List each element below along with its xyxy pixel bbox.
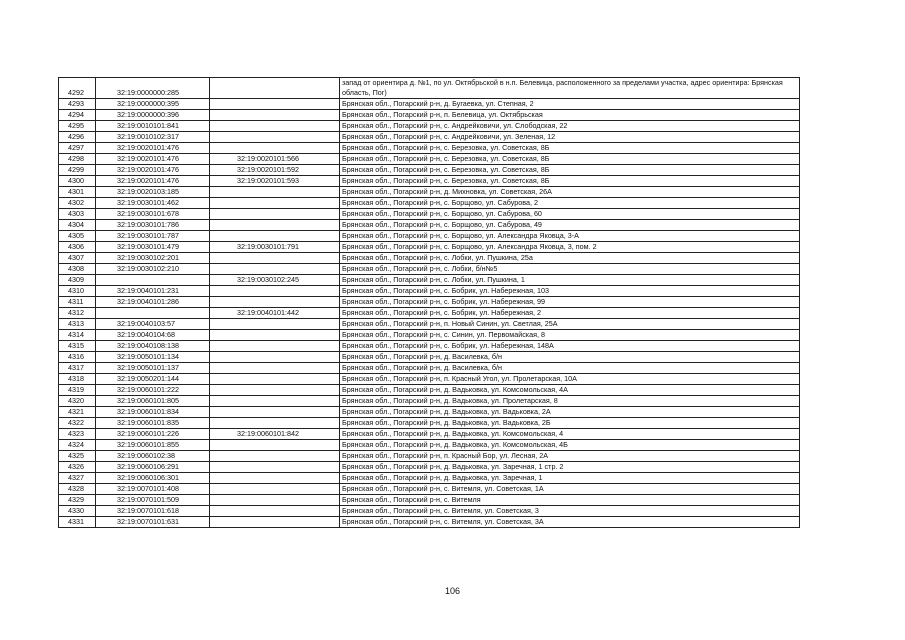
- table-row: [59, 143, 800, 154]
- row-number-cell: 4295: [59, 121, 96, 132]
- row-number-cell: 4301: [59, 187, 96, 198]
- row-number-cell: 4331: [59, 517, 96, 528]
- table-row: [59, 154, 800, 165]
- cadastral-number-cell: 32:19:0060101:805: [96, 396, 210, 407]
- address-cell: Брянская обл., Погарский р-н, д. Вадьковка, ул. Комсомольская, 4: [340, 429, 800, 440]
- table-row: [59, 286, 800, 297]
- object-cadastral-number-cell: [210, 253, 340, 264]
- row-number-cell: 4325: [59, 451, 96, 462]
- object-cadastral-number-cell: [210, 99, 340, 110]
- address-cell: Брянская обл., Погарский р-н, д. Вадьковка, ул. Заречная, 1: [340, 473, 800, 484]
- address-cell: Брянская обл., Погарский р-н, д. Вадьковка, ул. Заречная, 1 стр. 2: [340, 462, 800, 473]
- table-row: [59, 330, 800, 341]
- object-cadastral-number-cell: [210, 407, 340, 418]
- address-cell: Брянская обл., Погарский р-н, с. Бобрик, ул. Набережная, 99: [340, 297, 800, 308]
- row-number-cell: 4297: [59, 143, 96, 154]
- row-number-cell: 4328: [59, 484, 96, 495]
- table-row: [59, 319, 800, 330]
- address-cell: Брянская обл., Погарский р-н, с. Борщово, ул. Сабурова, 49: [340, 220, 800, 231]
- address-cell: Брянская обл., Погарский р-н, с. Витемля, ул. Советская, 3: [340, 506, 800, 517]
- row-number-cell: 4292: [59, 78, 96, 99]
- cadastral-number-cell: 32:19:0070101:631: [96, 517, 210, 528]
- row-number-cell: 4312: [59, 308, 96, 319]
- row-number-cell: 4307: [59, 253, 96, 264]
- object-cadastral-number-cell: [210, 78, 340, 99]
- table-row: [59, 220, 800, 231]
- table-row: [59, 308, 800, 319]
- object-cadastral-number-cell: [210, 209, 340, 220]
- object-cadastral-number-cell: [210, 121, 340, 132]
- address-cell: Брянская обл., Погарский р-н, с. Синин, ул. Первомайская, 8: [340, 330, 800, 341]
- cadastral-number-cell: 32:19:0040101:286: [96, 297, 210, 308]
- address-cell: Брянская обл., Погарский р-н, д. Бугаевка, ул. Степная, 2: [340, 99, 800, 110]
- object-cadastral-number-cell: 32:19:0030101:791: [210, 242, 340, 253]
- cadastral-number-cell: 32:19:0040104:68: [96, 330, 210, 341]
- cadastral-number-cell: 32:19:0050201:144: [96, 374, 210, 385]
- cadastral-number-cell: 32:19:0020103:185: [96, 187, 210, 198]
- table-row: [59, 242, 800, 253]
- table-row: [59, 462, 800, 473]
- object-cadastral-number-cell: [210, 517, 340, 528]
- address-cell: Брянская обл., Погарский р-н, с. Лобки, ул. Пушкина, 25а: [340, 253, 800, 264]
- object-cadastral-number-cell: 32:19:0020101:593: [210, 176, 340, 187]
- table-row: [59, 231, 800, 242]
- address-cell: Брянская обл., Погарский р-н, с. Березовка, ул. Советская, 8Б: [340, 143, 800, 154]
- address-cell: Брянская обл., Погарский р-н, с. Березовка, ул. Советская, 8Б: [340, 176, 800, 187]
- table-row: [59, 484, 800, 495]
- cadastral-number-cell: 32:19:0060106:301: [96, 473, 210, 484]
- table-row: [59, 187, 800, 198]
- table-row: [59, 121, 800, 132]
- row-number-cell: 4321: [59, 407, 96, 418]
- table-row: [59, 517, 800, 528]
- object-cadastral-number-cell: 32:19:0020101:566: [210, 154, 340, 165]
- address-cell: Брянская обл., Погарский р-н, д. Василевка, б/н: [340, 352, 800, 363]
- row-number-cell: 4330: [59, 506, 96, 517]
- address-cell: Брянская обл., Погарский р-н, д. Вадьковка, ул. Вадьковка, 2Б: [340, 418, 800, 429]
- table-row: [59, 440, 800, 451]
- cadastral-number-cell: 32:19:0030101:462: [96, 198, 210, 209]
- cadastral-number-cell: 32:19:0060101:222: [96, 385, 210, 396]
- row-number-cell: 4311: [59, 297, 96, 308]
- address-cell: Брянская обл., Погарский р-н, с. Борщово, ул. Сабурова, 2: [340, 198, 800, 209]
- row-number-cell: 4304: [59, 220, 96, 231]
- row-number-cell: 4303: [59, 209, 96, 220]
- address-cell: Брянская обл., Погарский р-н, с. Борщово, ул. Сабурова, 60: [340, 209, 800, 220]
- object-cadastral-number-cell: [210, 319, 340, 330]
- address-cell: Брянская обл., Погарский р-н, с. Бобрик, ул. Набережная, 103: [340, 286, 800, 297]
- cadastral-number-cell: 32:19:0000000:396: [96, 110, 210, 121]
- row-number-cell: 4317: [59, 363, 96, 374]
- page-number: 106: [444, 586, 461, 596]
- row-number-cell: 4320: [59, 396, 96, 407]
- cadastral-number-cell: 32:19:0060101:835: [96, 418, 210, 429]
- table-row: [59, 506, 800, 517]
- address-cell: Брянская обл., Погарский р-н, д. Михновка, ул. Советская, 26А: [340, 187, 800, 198]
- row-number-cell: 4302: [59, 198, 96, 209]
- cadastral-number-cell: 32:19:0000000:285: [96, 78, 210, 99]
- cadastral-number-cell: 32:19:0060101:226: [96, 429, 210, 440]
- row-number-cell: 4294: [59, 110, 96, 121]
- row-number-cell: 4314: [59, 330, 96, 341]
- row-number-cell: 4323: [59, 429, 96, 440]
- registry-table: [58, 77, 800, 528]
- row-number-cell: 4299: [59, 165, 96, 176]
- table-row: [59, 473, 800, 484]
- row-number-cell: 4305: [59, 231, 96, 242]
- object-cadastral-number-cell: [210, 110, 340, 121]
- row-number-cell: 4308: [59, 264, 96, 275]
- row-number-cell: 4329: [59, 495, 96, 506]
- row-number-cell: 4322: [59, 418, 96, 429]
- row-number-cell: 4310: [59, 286, 96, 297]
- address-cell: Брянская обл., Погарский р-н, п. Красный Бор, ул. Лесная, 2А: [340, 451, 800, 462]
- address-cell: Брянская обл., Погарский р-н, п. Белевица, ул. Октябрьская: [340, 110, 800, 121]
- table-row: [59, 165, 800, 176]
- address-cell: Брянская обл., Погарский р-н, д. Вадьковка, ул. Комсомольская, 4Б: [340, 440, 800, 451]
- row-number-cell: 4293: [59, 99, 96, 110]
- cadastral-number-cell: 32:19:0070101:618: [96, 506, 210, 517]
- address-cell: Брянская обл., Погарский р-н, с. Витемля, ул. Советская, 3А: [340, 517, 800, 528]
- address-cell: Брянская обл., Погарский р-н, с. Витемля: [340, 495, 800, 506]
- row-number-cell: 4324: [59, 440, 96, 451]
- cadastral-number-cell: 32:19:0040108:138: [96, 341, 210, 352]
- table-row: [59, 363, 800, 374]
- row-number-cell: 4296: [59, 132, 96, 143]
- table-row: [59, 176, 800, 187]
- table-row: [59, 99, 800, 110]
- address-cell: Брянская обл., Погарский р-н, с. Андрейковичи, ул. Зеленая, 12: [340, 132, 800, 143]
- registry-table-body: [59, 78, 800, 528]
- cadastral-number-cell: 32:19:0060106:291: [96, 462, 210, 473]
- object-cadastral-number-cell: [210, 418, 340, 429]
- table-row: [59, 451, 800, 462]
- object-cadastral-number-cell: [210, 374, 340, 385]
- address-cell: Брянская обл., Погарский р-н, с. Бобрик, ул. Набережная, 2: [340, 308, 800, 319]
- row-number-cell: 4313: [59, 319, 96, 330]
- address-cell: Брянская обл., Погарский р-н, д. Василевка, б/н: [340, 363, 800, 374]
- cadastral-number-cell: 32:19:0050101:137: [96, 363, 210, 374]
- cadastral-number-cell: 32:19:0030102:201: [96, 253, 210, 264]
- table-row: [59, 209, 800, 220]
- object-cadastral-number-cell: [210, 484, 340, 495]
- row-number-cell: 4300: [59, 176, 96, 187]
- row-number-cell: 4316: [59, 352, 96, 363]
- object-cadastral-number-cell: [210, 132, 340, 143]
- table-row: [59, 297, 800, 308]
- cadastral-number-cell: 32:19:0030101:479: [96, 242, 210, 253]
- address-cell: запад от ориентира д. №1, по ул. Октябрьской в н.п. Белевица, расположенного за пределами участка, адрес ориентира: Брянская область, Пог): [340, 78, 800, 99]
- table-row: [59, 418, 800, 429]
- cadastral-number-cell: 32:19:0000000:395: [96, 99, 210, 110]
- cadastral-number-cell: [96, 275, 210, 286]
- object-cadastral-number-cell: [210, 297, 340, 308]
- object-cadastral-number-cell: 32:19:0030102:245: [210, 275, 340, 286]
- cadastral-number-cell: 32:19:0030101:787: [96, 231, 210, 242]
- row-number-cell: 4298: [59, 154, 96, 165]
- address-cell: Брянская обл., Погарский р-н, с. Лобки, б/н№5: [340, 264, 800, 275]
- object-cadastral-number-cell: [210, 198, 340, 209]
- cadastral-number-cell: [96, 308, 210, 319]
- cadastral-number-cell: 32:19:0020101:476: [96, 176, 210, 187]
- address-cell: Брянская обл., Погарский р-н, д. Вадьковка, ул. Пролетарская, 8: [340, 396, 800, 407]
- cadastral-number-cell: 32:19:0030102:210: [96, 264, 210, 275]
- object-cadastral-number-cell: [210, 396, 340, 407]
- cadastral-number-cell: 32:19:0070101:408: [96, 484, 210, 495]
- table-row: [59, 264, 800, 275]
- object-cadastral-number-cell: 32:19:0020101:592: [210, 165, 340, 176]
- address-cell: Брянская обл., Погарский р-н, п. Новый Синин, ул. Светлая, 25А: [340, 319, 800, 330]
- object-cadastral-number-cell: [210, 385, 340, 396]
- cadastral-number-cell: 32:19:0040103:57: [96, 319, 210, 330]
- address-cell: Брянская обл., Погарский р-н, с. Березовка, ул. Советская, 8Б: [340, 165, 800, 176]
- table-row: [59, 198, 800, 209]
- object-cadastral-number-cell: [210, 143, 340, 154]
- object-cadastral-number-cell: [210, 187, 340, 198]
- table-row: [59, 341, 800, 352]
- cadastral-number-cell: 32:19:0060101:834: [96, 407, 210, 418]
- address-cell: Брянская обл., Погарский р-н, с. Борщово, ул. Александра Яковца, 3, пом. 2: [340, 242, 800, 253]
- address-cell: Брянская обл., Погарский р-н, с. Андрейковичи, ул. Слободская, 22: [340, 121, 800, 132]
- cadastral-number-cell: 32:19:0040101:231: [96, 286, 210, 297]
- object-cadastral-number-cell: [210, 473, 340, 484]
- cadastral-number-cell: 32:19:0060102:38: [96, 451, 210, 462]
- row-number-cell: 4327: [59, 473, 96, 484]
- cadastral-number-cell: 32:19:0060101:855: [96, 440, 210, 451]
- cadastral-number-cell: 32:19:0010102:317: [96, 132, 210, 143]
- table-row: [59, 429, 800, 440]
- object-cadastral-number-cell: [210, 506, 340, 517]
- object-cadastral-number-cell: [210, 220, 340, 231]
- object-cadastral-number-cell: [210, 286, 340, 297]
- object-cadastral-number-cell: [210, 451, 340, 462]
- object-cadastral-number-cell: 32:19:0040101:442: [210, 308, 340, 319]
- cadastral-number-cell: 32:19:0020101:476: [96, 165, 210, 176]
- table-row: [59, 495, 800, 506]
- object-cadastral-number-cell: [210, 352, 340, 363]
- table-row: [59, 132, 800, 143]
- cadastral-number-cell: 32:19:0020101:476: [96, 143, 210, 154]
- table-row: [59, 352, 800, 363]
- address-cell: Брянская обл., Погарский р-н, с. Борщово, ул. Александра Яковца, 3-А: [340, 231, 800, 242]
- row-number-cell: 4306: [59, 242, 96, 253]
- object-cadastral-number-cell: [210, 341, 340, 352]
- address-cell: Брянская обл., Погарский р-н, п. Красный Угол, ул. Пролетарская, 10А: [340, 374, 800, 385]
- row-number-cell: 4309: [59, 275, 96, 286]
- row-number-cell: 4315: [59, 341, 96, 352]
- table-row: [59, 275, 800, 286]
- object-cadastral-number-cell: [210, 495, 340, 506]
- table-row: [59, 110, 800, 121]
- cadastral-number-cell: 32:19:0030101:678: [96, 209, 210, 220]
- row-number-cell: 4318: [59, 374, 96, 385]
- cadastral-number-cell: 32:19:0010101:841: [96, 121, 210, 132]
- cadastral-number-cell: 32:19:0030101:786: [96, 220, 210, 231]
- address-cell: Брянская обл., Погарский р-н, с. Лобки, ул. Пушкина, 1: [340, 275, 800, 286]
- object-cadastral-number-cell: [210, 330, 340, 341]
- object-cadastral-number-cell: [210, 231, 340, 242]
- object-cadastral-number-cell: [210, 264, 340, 275]
- address-cell: Брянская обл., Погарский р-н, с. Бобрик, ул. Набережная, 148А: [340, 341, 800, 352]
- table-row: [59, 407, 800, 418]
- table-row: [59, 385, 800, 396]
- address-cell: Брянская обл., Погарский р-н, д. Вадьковка, ул. Комсомольская, 4А: [340, 385, 800, 396]
- table-row: [59, 374, 800, 385]
- table-row: [59, 253, 800, 264]
- table-row: [59, 396, 800, 407]
- address-cell: Брянская обл., Погарский р-н, д. Вадьковка, ул. Вадьковка, 2А: [340, 407, 800, 418]
- cadastral-number-cell: 32:19:0020101:476: [96, 154, 210, 165]
- cadastral-number-cell: 32:19:0070101:509: [96, 495, 210, 506]
- address-cell: Брянская обл., Погарский р-н, с. Березовка, ул. Советская, 8Б: [340, 154, 800, 165]
- row-number-cell: 4319: [59, 385, 96, 396]
- row-number-cell: 4326: [59, 462, 96, 473]
- cadastral-number-cell: 32:19:0050101:134: [96, 352, 210, 363]
- object-cadastral-number-cell: [210, 363, 340, 374]
- object-cadastral-number-cell: 32:19:0060101:842: [210, 429, 340, 440]
- object-cadastral-number-cell: [210, 440, 340, 451]
- address-cell: Брянская обл., Погарский р-н, с. Витемля, ул. Советская, 1А: [340, 484, 800, 495]
- object-cadastral-number-cell: [210, 462, 340, 473]
- table-row: [59, 78, 800, 99]
